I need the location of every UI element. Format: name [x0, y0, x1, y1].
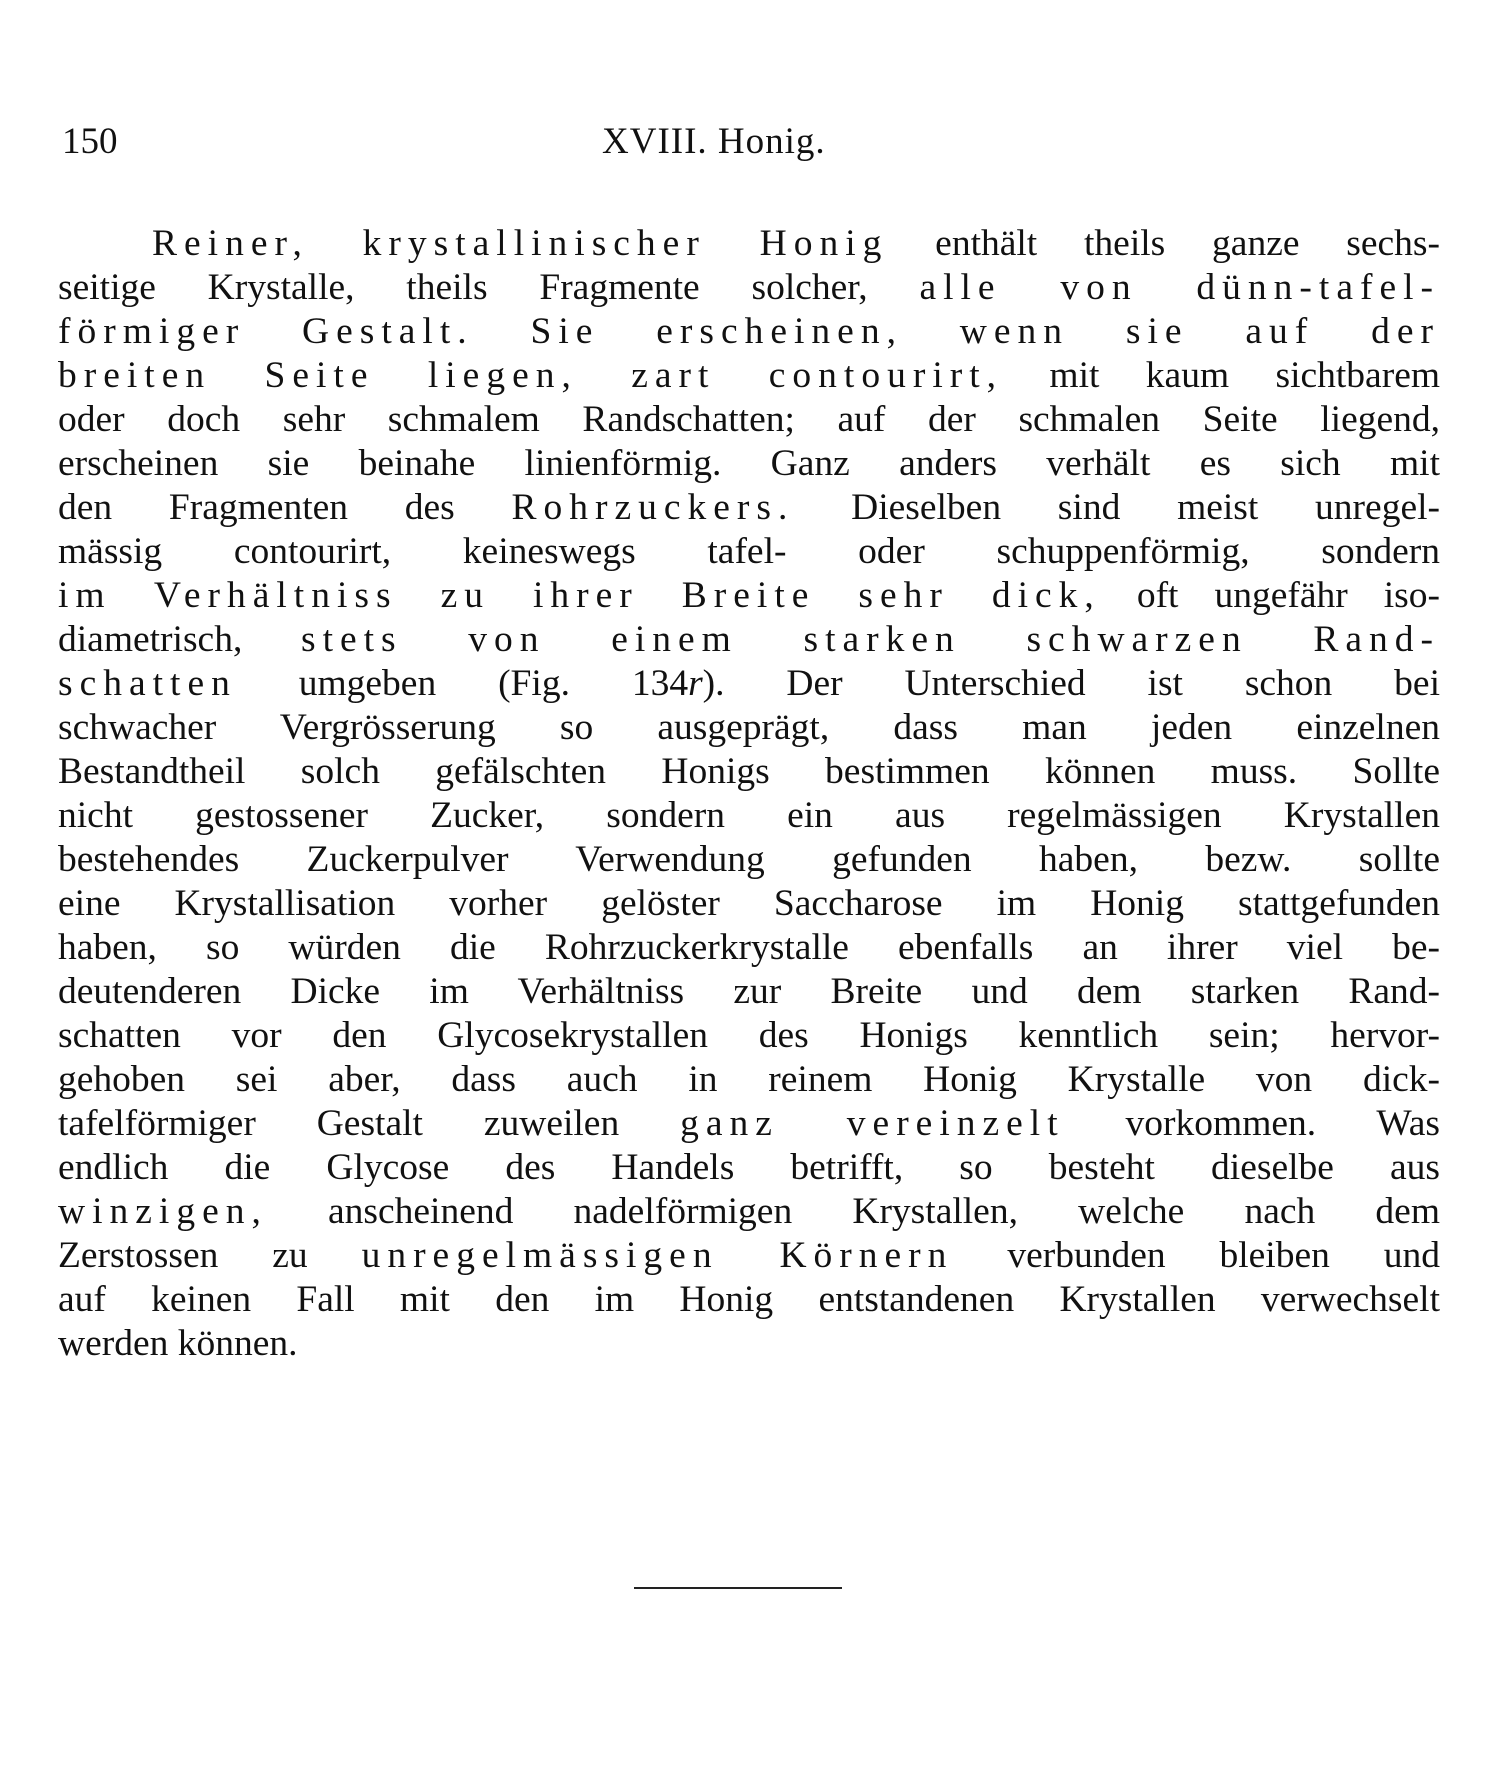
text-line [58, 882, 1440, 926]
spaced-text: im Verhältniss zu ihrer Breite sehr dick, [58, 575, 1101, 616]
text-segment: gehoben sei aber, dass auch in reinem Honig Krystalle von dick- [58, 1059, 1440, 1100]
text-line [58, 926, 1440, 970]
text-line [58, 310, 1440, 354]
text-segment: erscheinen sie beinahe linienförmig. Ganz anders verhält es sich mit [58, 443, 1440, 484]
text-line [58, 1146, 1440, 1190]
text-line [58, 1234, 1440, 1278]
spaced-text: schatten [58, 663, 237, 704]
text-segment: enthält theils ganze sechs- [888, 223, 1440, 264]
text-line [58, 1322, 1440, 1366]
running-head [62, 120, 1442, 170]
text-segment: auf keinen Fall mit den im Honig entstandenen Krystallen verwechselt [58, 1279, 1440, 1320]
text-segment: tafelförmiger Gestalt zuweilen [58, 1103, 681, 1144]
text-line [58, 794, 1440, 838]
text-line [58, 1014, 1440, 1058]
text-line [58, 838, 1440, 882]
end-rule [634, 1587, 842, 1589]
text-segment: werden können. [58, 1323, 298, 1364]
spaced-text: unregelmässigen Körnern [361, 1235, 954, 1276]
spaced-text: Reiner, krystallinischer Honig [152, 223, 889, 264]
text-segment: vorkommen. Was [1064, 1103, 1440, 1144]
text-line [58, 662, 1440, 706]
text-segment: nicht gestossener Zucker, sondern ein aus regelmässigen Krystallen [58, 795, 1440, 836]
text-segment: deutenderen Dicke im Verhältniss zur Breite und dem starken Rand- [58, 971, 1440, 1012]
spaced-text: förmiger Gestalt. Sie erscheinen, wenn sie auf der [58, 311, 1440, 352]
spaced-text: Rohrzuckers. [511, 487, 795, 528]
text-segment: verbunden bleiben und [953, 1235, 1440, 1276]
text-line [58, 1102, 1440, 1146]
text-line [58, 398, 1440, 442]
text-segment: mit kaum sichtbarem [1003, 355, 1441, 396]
text-line [58, 222, 1440, 266]
text-segment: schwacher Vergrösserung so ausgeprägt, dass man jeden einzelnen [58, 707, 1440, 748]
text-segment: oft ungefähr iso- [1100, 575, 1440, 616]
text-line [58, 574, 1440, 618]
text-line [58, 706, 1440, 750]
text-line [58, 618, 1440, 662]
text-segment: haben, so würden die Rohrzuckerkrystalle ebenfalls an ihrer viel be- [58, 927, 1440, 968]
text-segment: den Fragmenten des [58, 487, 512, 528]
text-segment: mässig contourirt, keineswegs tafel- oder schuppenförmig, sondern [58, 531, 1440, 572]
text-segment: umgeben (Fig. 134 [236, 663, 689, 704]
text-line [58, 1278, 1440, 1322]
text-line [58, 1058, 1440, 1102]
text-segment: bestehendes Zuckerpulver Verwendung gefunden haben, bezw. sollte [58, 839, 1440, 880]
text-segment: seitige Krystalle, theils Fragmente solcher, [58, 267, 920, 308]
text-segment: Dieselben sind meist unregel- [794, 487, 1440, 528]
text-line [58, 442, 1440, 486]
chapter-title: XVIII. Honig. [602, 121, 826, 162]
text-segment: Bestandtheil solch gefälschten Honigs bestimmen können muss. Sollte [58, 751, 1440, 792]
text-segment: endlich die Glycose des Handels betrifft, so besteht dieselbe aus [58, 1147, 1440, 1188]
spaced-text: alle von dünn-tafel- [919, 267, 1440, 308]
text-line [58, 266, 1440, 310]
text-segment: anscheinend nadelförmigen Krystallen, welche nach dem [267, 1191, 1440, 1232]
text-line [58, 1190, 1440, 1234]
spaced-text: winzigen, [58, 1191, 268, 1232]
text-line [58, 970, 1440, 1014]
text-segment: Zerstossen zu [58, 1235, 362, 1276]
spaced-text: breiten Seite liegen, zart contourirt, [58, 355, 1004, 396]
text-segment: oder doch sehr schmalem Randschatten; auf der schmalen Seite liegend, [58, 399, 1440, 440]
spaced-text: ganz vereinzelt [680, 1103, 1065, 1144]
text-segment: eine Krystallisation vorher gelöster Saccharose im Honig stattgefunden [58, 883, 1440, 924]
body-paragraph [58, 222, 1440, 1366]
text-segment: r [688, 663, 703, 704]
text-line [58, 354, 1440, 398]
page-number: 150 [62, 121, 118, 162]
text-line [58, 486, 1440, 530]
text-segment: ). Der Unterschied ist schon bei [702, 663, 1440, 704]
spaced-text: stets von einem starken schwarzen Rand- [300, 619, 1440, 660]
text-segment: schatten vor den Glycosekrystallen des Honigs kenntlich sein; hervor- [58, 1015, 1440, 1056]
text-line [58, 750, 1440, 794]
text-segment: diametrisch, [58, 619, 301, 660]
text-line [58, 530, 1440, 574]
